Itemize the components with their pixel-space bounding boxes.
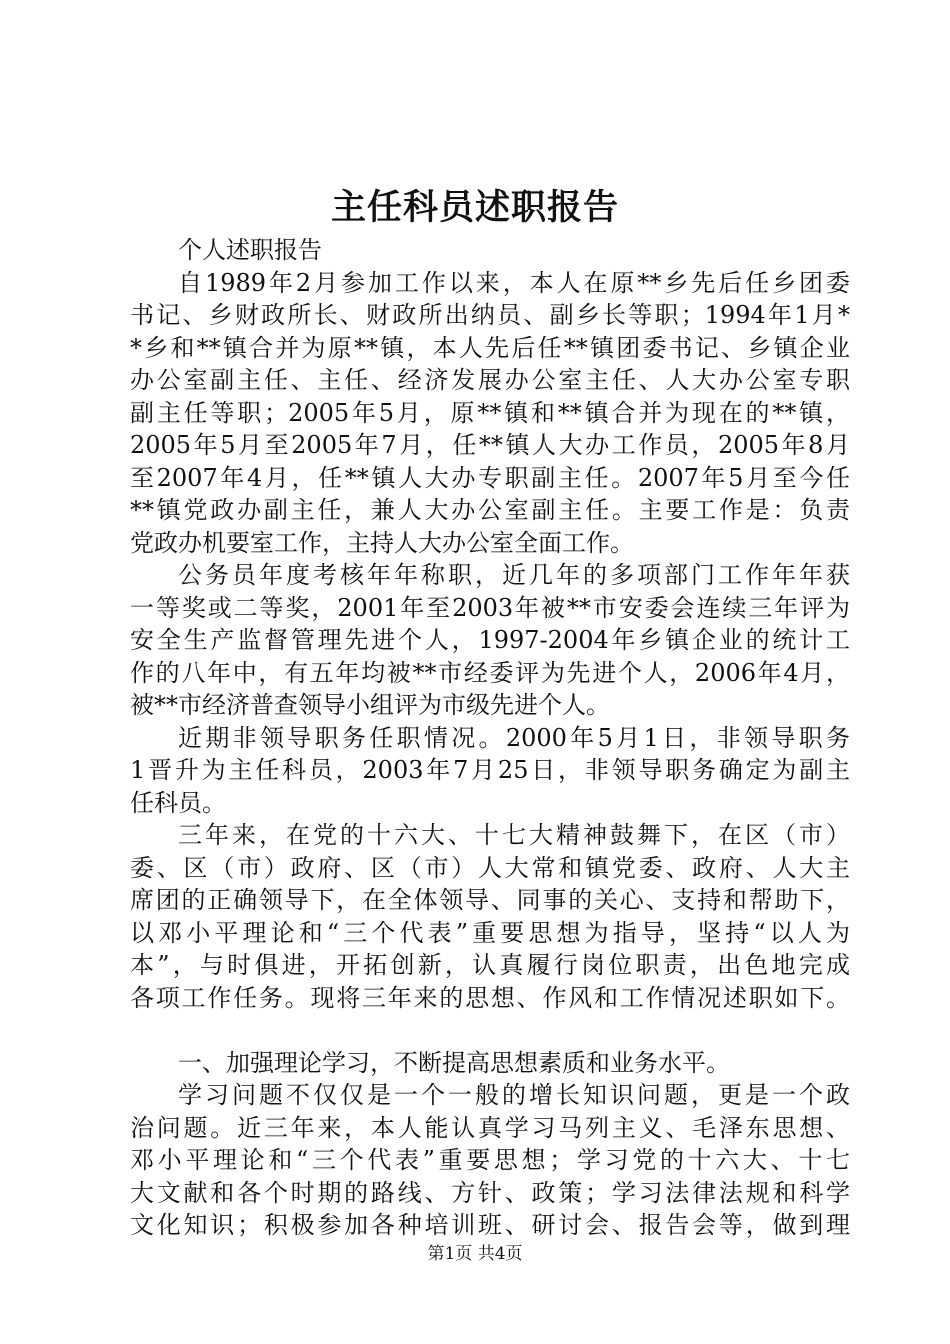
paragraph-line: 作的八年中，有五年均被**市经委评为先进个人，2006年4月，: [130, 658, 850, 687]
paragraph-line: 委、区（市）政府、区（市）人大常和镇党委、政府、人大主: [130, 853, 850, 882]
paragraph-line: 席团的正确领导下，在全体领导、同事的关心、支持和帮助下，: [130, 886, 850, 914]
section-heading-line: 一、加强理论学习，不断提高思想素质和业务水平。: [178, 1048, 730, 1077]
paragraph-line: 一等奖或二等奖，2001年至2003年被**市安委会连续三年评为: [130, 593, 850, 622]
paragraph-line: 治问题。近三年来，本人能认真学习马列主义、毛泽东思想、: [130, 1113, 850, 1142]
paragraph-line: 文化知识；积极参加各种培训班、研讨会、报告会等，做到理: [130, 1211, 850, 1239]
document-body: [130, 234, 850, 1242]
page-footer: 第1页 共4页: [427, 1244, 523, 1264]
paragraph-line: 大文献和各个时期的路线、方针、政策；学习法律法规和科学: [130, 1178, 850, 1207]
paragraph-line: 本”，与时俱进，开拓创新，认真履行岗位职责，出色地完成: [130, 951, 850, 979]
paragraph-line: 党政办机要室工作，主持人大办公室全面工作。: [130, 528, 634, 557]
paragraph-line: 公务员年度考核年年称职，近几年的多项部门工作年年获: [178, 561, 850, 589]
paragraph-line: 近期非领导职务任职情况。2000年5月1日，非领导职务: [178, 723, 850, 752]
paragraph-line: 被**市经济普查领导小组评为市级先进个人。: [130, 691, 610, 719]
paragraph-line: 1晋升为主任科员，2003年7月25日，非领导职务确定为副主: [130, 756, 850, 784]
paragraph-line: 三年来，在党的十六大、十七大精神鼓舞下，在区（市）: [178, 821, 850, 849]
paragraph-line: *乡和**镇合并为原**镇，本人先后任**镇团委书记、乡镇企业: [130, 333, 850, 362]
paragraph-line: 学习问题不仅仅是一个一般的增长知识问题，更是一个政: [178, 1081, 850, 1109]
paragraph-line: 至2007年4月，任**镇人大办专职副主任。2007年5月至今任: [130, 463, 850, 492]
paragraph-line: 任科员。: [130, 788, 226, 817]
paragraph-line: 各项工作任务。现将三年来的思想、作风和工作情况述职如下。: [130, 983, 850, 1012]
document-title: 主任科员述职报告: [330, 187, 619, 228]
paragraph-line: 2005年5月至2005年7月，任**镇人大办工作员，2005年8月: [130, 431, 850, 459]
paragraph-line: 办公室副主任、主任、经济发展办公室主任、人大办公室专职: [130, 366, 850, 394]
paragraph-line: 以邓小平理论和“三个代表”重要思想为指导，坚持“以人为: [130, 918, 850, 947]
paragraph-line: 书记、乡财政所长、财政所出纳员、副乡长等职；1994年1月*: [130, 301, 850, 329]
paragraph-gap: [130, 1014, 850, 1047]
paragraph-line: 自1989年2月参加工作以来，本人在原**乡先后任乡团委: [178, 268, 850, 297]
paragraph-line: **镇党政办副主任，兼人大办公室副主任。主要工作是：负责: [130, 496, 850, 524]
paragraph-line: 邓小平理论和“三个代表”重要思想；学习党的十六大、十七: [130, 1146, 850, 1174]
paragraph-line: 副主任等职；2005年5月，原**镇和**镇合并为现在的**镇，: [130, 398, 850, 427]
section-heading-line: 个人述职报告: [178, 236, 322, 264]
paragraph-line: 安全生产监督管理先进个人，1997-2004年乡镇企业的统计工: [130, 626, 850, 654]
